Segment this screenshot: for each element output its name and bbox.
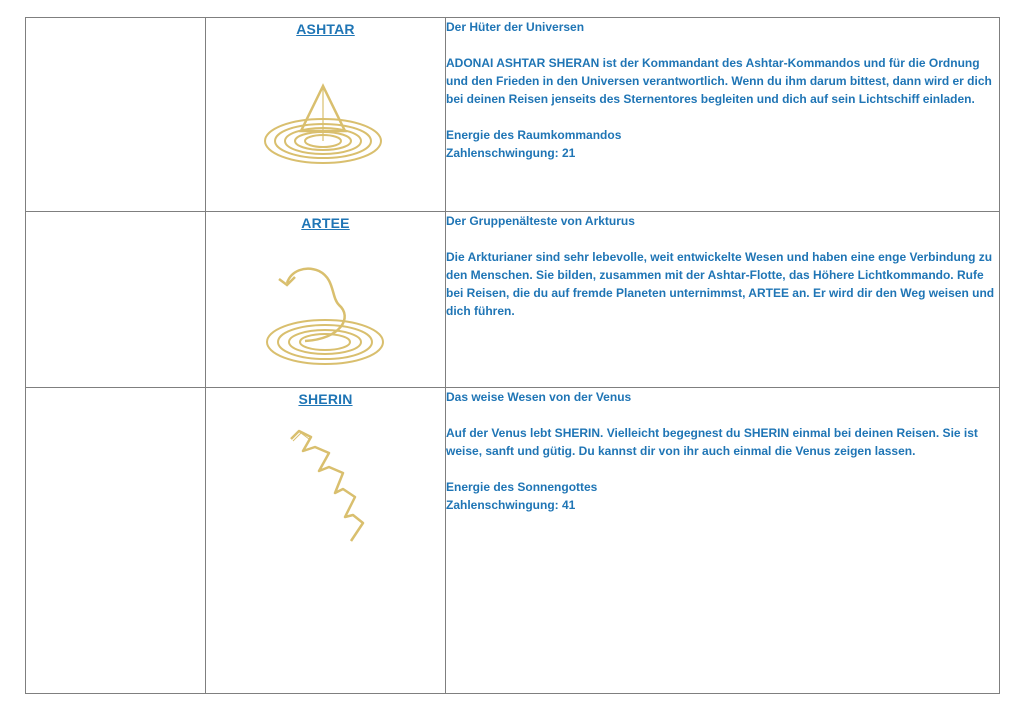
table-row [26, 388, 1000, 694]
entry-subtitle: Das weise Wesen von der Venus [446, 390, 632, 404]
symbol-cell [206, 388, 446, 694]
symbol-cell [206, 212, 446, 388]
entry-number: Zahlenschwingung: 21 [446, 146, 576, 160]
description-cell [446, 18, 1000, 212]
entry-name: ASHTAR [296, 21, 355, 37]
description-cell [446, 388, 1000, 694]
entry-energy: Energie des Sonnengottes [446, 480, 598, 494]
empty-cell [26, 212, 206, 388]
entry-number: Zahlenschwingung: 41 [446, 498, 576, 512]
symbol-cell [206, 18, 446, 212]
entry-text: Auf der Venus lebt SHERIN. Vielleicht begegnest du SHERIN einmal bei deinen Reisen. Sie ist weise, sanft und gütig. Du kannst dir von ihr auch einmal die Venus zeigen lassen. [446, 426, 978, 458]
empty-cell [26, 388, 206, 694]
entry-subtitle: Der Hüter der Universen [446, 20, 585, 34]
triangle-over-spiral-icon [261, 81, 391, 176]
entry-text: ADONAI ASHTAR SHERAN ist der Kommandant des Ashtar-Kommandos und für die Ordnung und den Frieden in den Universen verantwortlich. Wenn du ihm darum bittest, dann wird er dich bei deinen Reisen jenseits des Sternentores begleiten und dich auf sein Lichtschiff einladen. [446, 56, 992, 106]
entry-name: ARTEE [301, 215, 350, 231]
empty-cell [26, 18, 206, 212]
entry-energy: Energie des Raumkommandos [446, 128, 622, 142]
entry-text: Die Arkturianer sind sehr lebevolle, weit entwickelte Wesen und haben eine enge Verbindung zu den Menschen. Sie bilden, zusammen mit der Ashtar-Flotte, das Höhere Lichtkommando. Rufe bei Reisen, die du auf fremde Planeten unternimmst, ARTEE an. Er wird dir den Weg weisen und dich führen. [446, 250, 995, 318]
description-cell [446, 212, 1000, 388]
table-row [26, 212, 1000, 388]
symbols-table [25, 17, 1000, 694]
zigzag-steps-icon [281, 423, 371, 553]
entry-name: SHERIN [298, 391, 353, 407]
curl-over-spiral-icon [261, 257, 391, 372]
table-row [26, 18, 1000, 212]
entry-subtitle: Der Gruppenälteste von Arkturus [446, 214, 635, 228]
